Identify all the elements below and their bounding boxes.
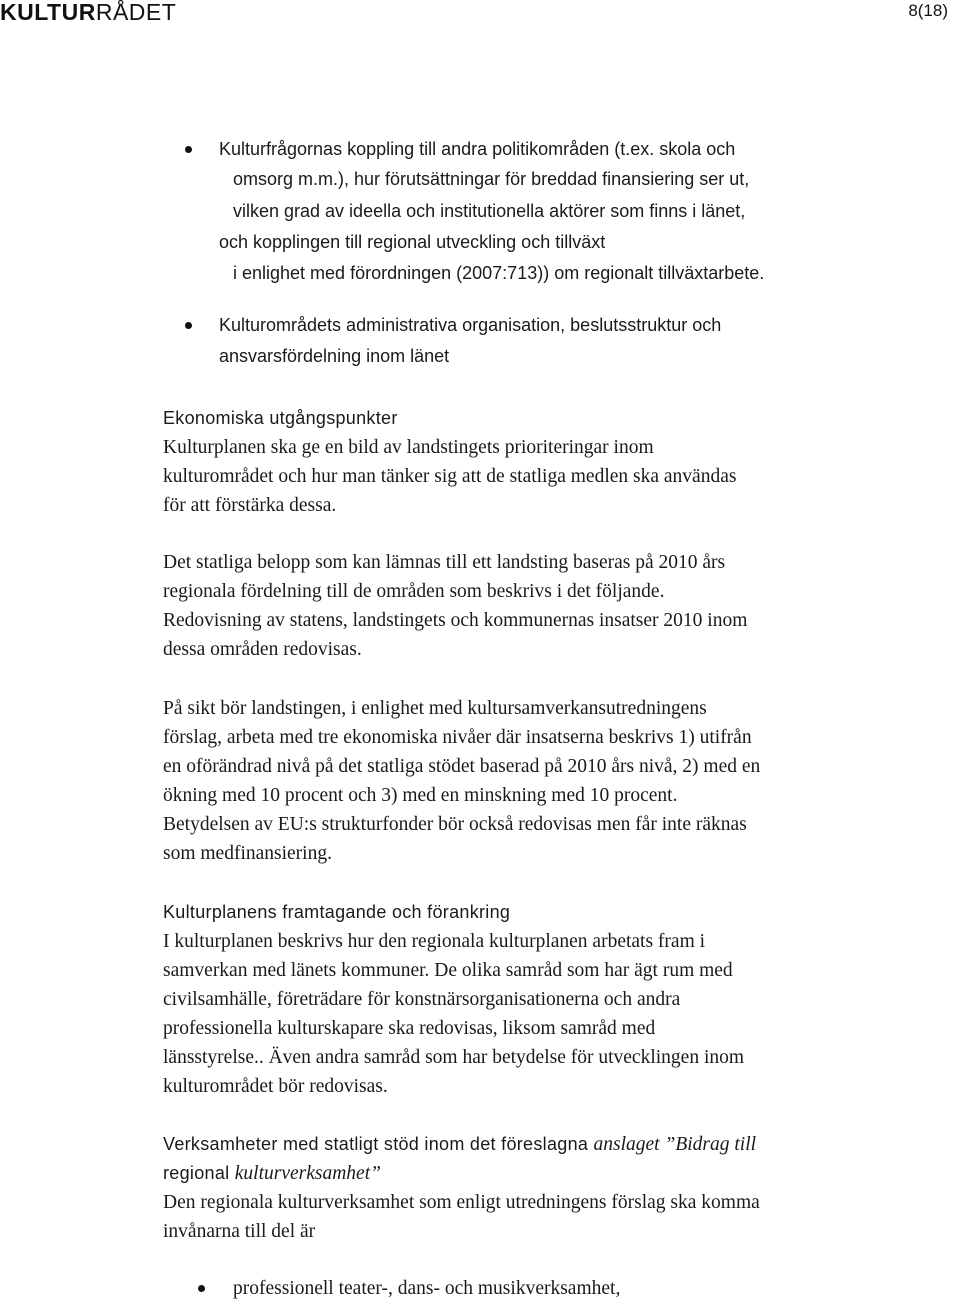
page-number: 8(18) — [908, 1, 948, 20]
paragraph-line: en oförändrad nivå på det statliga stödet baserad på 2010 års nivå, 2) med en — [163, 756, 761, 777]
bullet-line: omsorg m.m.), hur förutsättningar för breddad finansiering ser ut, — [233, 169, 750, 189]
heading-text: regional — [163, 1163, 235, 1183]
paragraph-line: regionala fördelning till de områden som beskrivs i det följande. — [163, 581, 665, 602]
bullet-line: och kopplingen till regional utveckling och tillväxt — [219, 232, 606, 252]
heading-text: Verksamheter med statligt stöd inom det föreslagna — [163, 1134, 594, 1154]
bullet-line: ansvarsfördelning inom länet — [219, 346, 450, 366]
logo-bold-text: KULTUR — [0, 0, 96, 25]
section-heading-continued — [163, 1159, 923, 1188]
paragraph-line: civilsamhälle, företrädare för konstnärsorganisationerna och andra — [163, 989, 681, 1010]
bullet-dot-icon — [185, 146, 192, 153]
paragraph-line: länsstyrelse.. Även andra samråd som har betydelse för utvecklingen inom — [163, 1047, 745, 1068]
paragraph-line: Redovisning av statens, landstingets och kommunernas insatser 2010 inom — [163, 610, 748, 631]
section-heading — [163, 1130, 923, 1159]
paragraph-line: kulturområdet och hur man tänker sig att de statliga medlen ska användas — [163, 466, 737, 487]
paragraph-sikt — [163, 694, 923, 868]
paragraph-line: invånarna till del är — [163, 1221, 316, 1242]
paragraph-line: På sikt bör landstingen, i enlighet med kultursamverkansutredningens — [163, 698, 707, 719]
bullet-line: vilken grad av ideella och institutionella aktörer som finns i länet, — [233, 201, 746, 221]
section-framtagande — [163, 898, 923, 1101]
bullet-line: professionell teater-, dans- och musikverksamhet, — [233, 1278, 621, 1299]
heading-italic-text: anslaget ”Bidrag till — [593, 1134, 757, 1155]
bullet-line: Kulturområdets administrativa organisation, beslutsstruktur och — [219, 315, 722, 335]
paragraph-line: samverkan med länets kommuner. De olika samråd som har ägt rum med — [163, 960, 733, 981]
paragraph-line: Betydelsen av EU:s strukturfonder bör också redovisas men får inte räknas — [163, 814, 747, 835]
heading-italic-text: kulturverksamhet” — [234, 1163, 381, 1184]
paragraph-line: ökning med 10 procent och 3) med en minskning med 10 procent. — [163, 785, 678, 806]
paragraph-line: förslag, arbeta med tre ekonomiska nivåer där insatserna beskrivs 1) utifrån — [163, 727, 752, 748]
paragraph-line: kulturområdet bör redovisas. — [163, 1076, 388, 1097]
bullet-line: Kulturfrågornas koppling till andra politikområden (t.ex. skola och — [219, 139, 736, 159]
paragraph-line: som medfinansiering. — [163, 843, 332, 864]
paragraph-line: dessa områden redovisas. — [163, 639, 362, 660]
paragraph-line: Den regionala kulturverksamhet som enligt utredningens förslag ska komma — [163, 1192, 760, 1213]
paragraph-line: för att förstärka dessa. — [163, 495, 337, 516]
bullet-dot-icon — [198, 1285, 205, 1292]
section-heading: Ekonomiska utgångspunkter — [163, 408, 398, 428]
paragraph-line: Det statliga belopp som kan lämnas till ett landsting baseras på 2010 års — [163, 552, 726, 573]
logo-light-text: RÅDET — [95, 0, 177, 25]
bullet-line: i enlighet med förordningen (2007:713)) om regionalt tillväxtarbete. — [233, 263, 765, 283]
bullet-dot-icon — [185, 322, 192, 329]
paragraph-line: I kulturplanen beskrivs hur den regionala kulturplanen arbetats fram i — [163, 931, 706, 952]
section-heading: Kulturplanens framtagande och förankring — [163, 902, 511, 922]
paragraph-line: Kulturplanen ska ge en bild av landstingets prioriteringar inom — [163, 437, 654, 458]
paragraph-belopp — [163, 548, 923, 664]
section-verksamheter — [163, 1130, 923, 1246]
paragraph-line: professionella kulturskapare ska redovisas, liksom samråd med — [163, 1018, 656, 1039]
kulturradet-logo — [0, 0, 176, 24]
section-ekonomi — [163, 404, 923, 520]
